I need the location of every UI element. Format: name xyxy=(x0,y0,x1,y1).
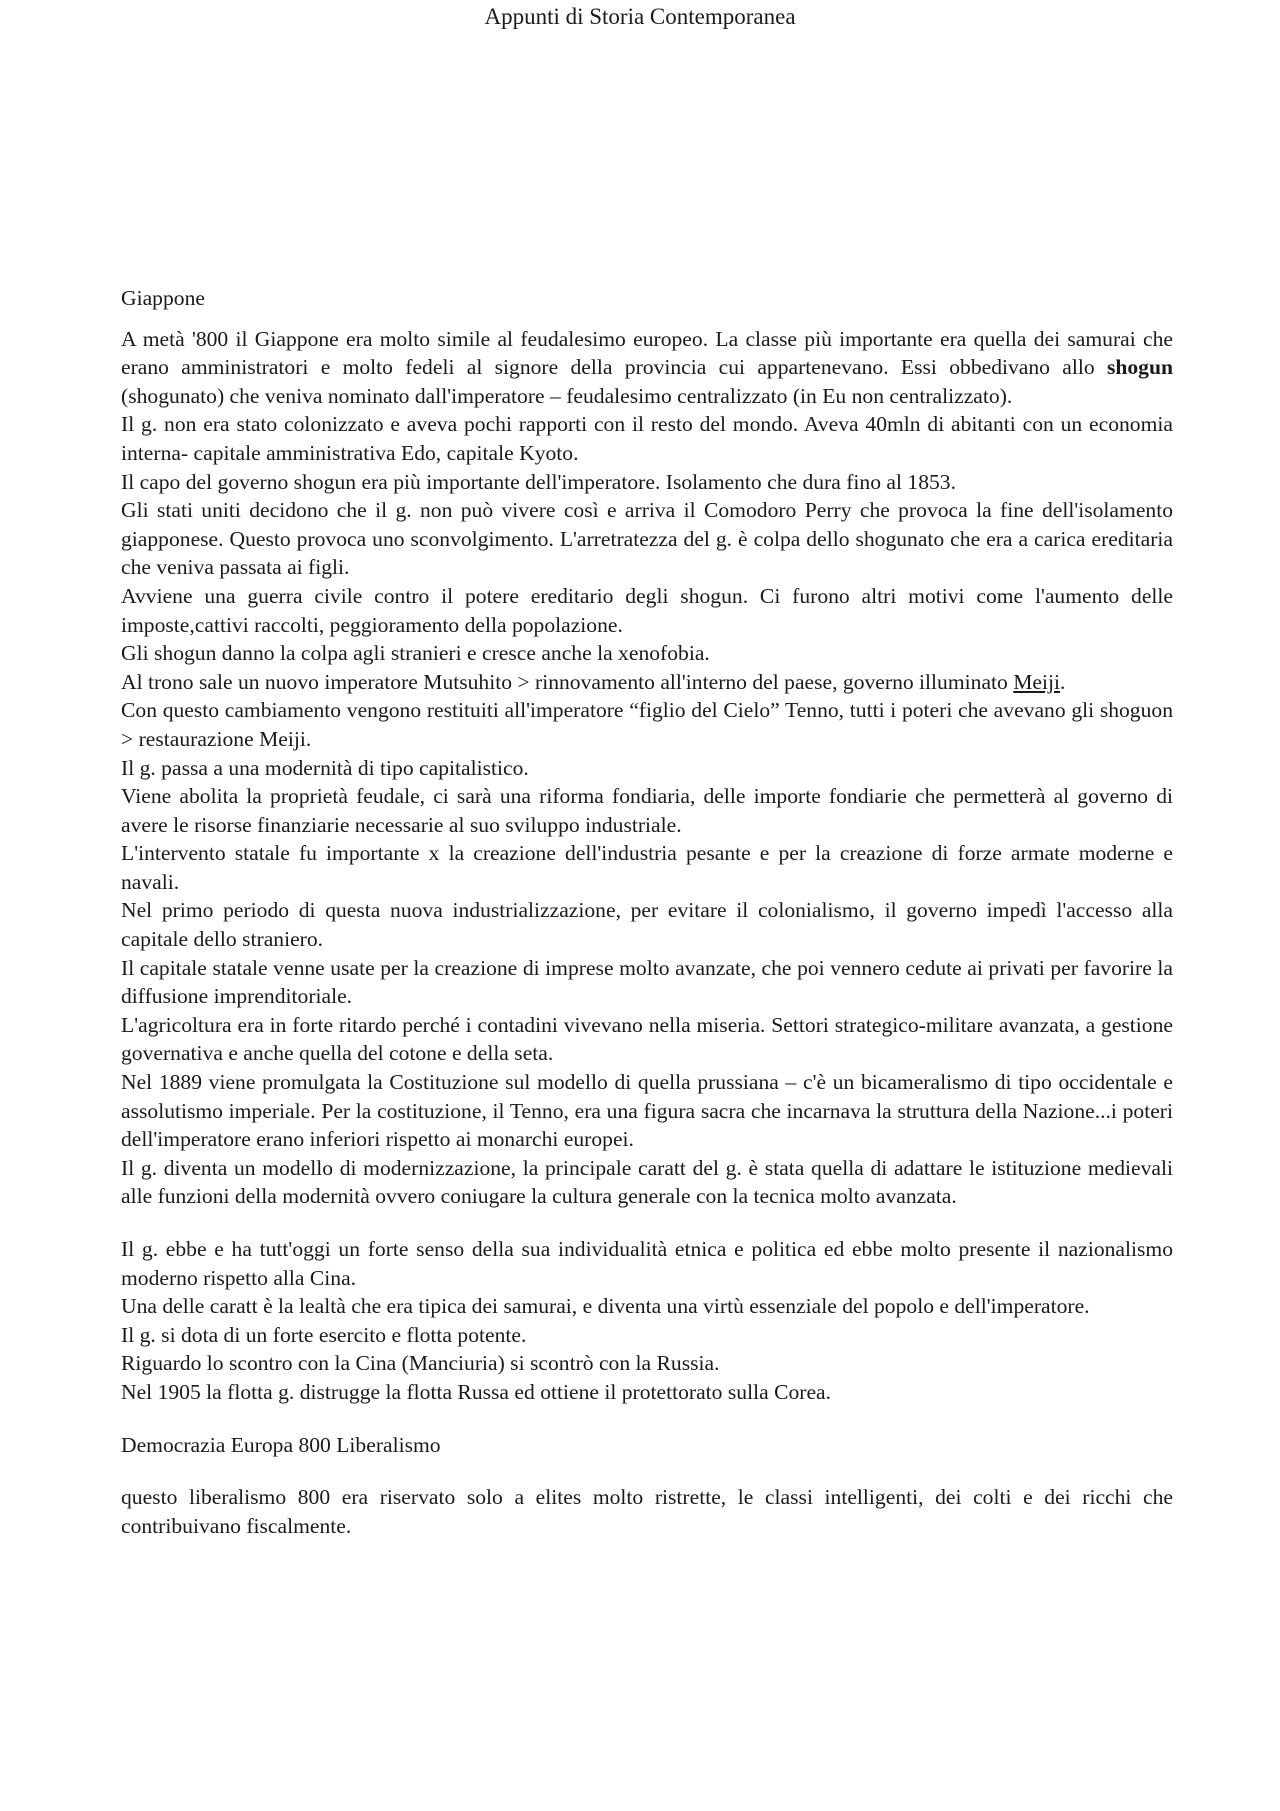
section-title-democrazia: Democrazia Europa 800 Liberalismo xyxy=(121,1432,441,1457)
paragraph: Riguardo lo scontro con la Cina (Manciuria) si scontrò con la Russia. xyxy=(121,1351,720,1376)
paragraph: Il g. si dota di un forte esercito e flotta potente. xyxy=(121,1322,527,1347)
paragraph: Il g. non era stato colonizzato e aveva pochi rapporti con il resto del mondo. Aveva 40mln di abitanti con un economia interna- capitale amministrativa Edo, capitale Kyoto. xyxy=(121,412,1173,465)
underlined-term-meiji: Meiji xyxy=(1013,669,1061,694)
paragraph: Con questo cambiamento vengono restituiti all'imperatore “figlio del Cielo” Tenno, tutti i poteri che avevano gli shoguon > restaurazione Meiji. xyxy=(121,698,1173,751)
paragraph: Il capitale statale venne usate per la creazione di imprese molto avanzate, che poi vennero cedute ai privati per favorire la diffusione imprenditoriale. xyxy=(121,955,1173,1009)
paragraph: L'agricoltura era in forte ritardo perché i contadini vivevano nella miseria. Settori strategico-militare avanzata, a gestione governativa e anche quella del cotone e della seta. xyxy=(121,1012,1173,1066)
paragraph: Nel 1905 la flotta g. distrugge la flotta Russa ed ottiene il protettorato sulla Corea. xyxy=(121,1379,832,1404)
paragraph: Avviene una guerra civile contro il potere ereditario degli shogun. Ci furono altri motivi come l'aumento delle imposte,cattivi raccolti, peggioramento della popolazione. xyxy=(121,583,1173,637)
meiji-text-before: Al trono sale un nuovo imperatore Mutsuhito > rinnovamento all'interno del paese, governo illuminato xyxy=(121,669,1014,694)
paragraph: Nel 1889 viene promulgata la Costituzione sul modello di quella prussiana – c'è un bicameralismo di tipo occidentale e assolutismo imperiale. Per la costituzione, il Tenno, era una figura sacra che incarnava la struttura della Nazione...i poteri dell'imperatore erano inferiori rispetto ai monarchi europei. xyxy=(121,1070,1173,1152)
paragraph: Gli stati uniti decidono che il g. non può vivere così e arriva il Comodoro Perry che provoca la fine dell'isolamento giapponese. Questo provoca uno sconvolgimento. L'arretratezza del g. è colpa dello shogunato che era a carica ereditaria che veniva passata ai figli. xyxy=(121,498,1173,580)
intro-text-after: (shogunato) che veniva nominato dall'imperatore – feudalesimo centralizzato (in Eu non centralizzato). xyxy=(121,383,1013,408)
paragraph-meiji xyxy=(121,668,1173,697)
paragraph: Una delle caratt è la lealtà che era tipica dei samurai, e diventa una virtù essenziale del popolo e dell'imperatore. xyxy=(121,1294,1090,1319)
paragraph: Il g. diventa un modello di modernizzazione, la principale caratt del g. è stata quella di adattare le istituzione medievali alle funzioni della modernità ovvero coniugare la cultura generale con la tecnica molto avanzata. xyxy=(121,1155,1173,1209)
running-header: Appunti di Storia Contemporanea xyxy=(484,4,796,29)
paragraph: Il g. ebbe e ha tutt'oggi un forte senso della sua individualità etnica e politica ed ebbe molto presente il nazionalismo moderno rispetto alla Cina. xyxy=(121,1237,1173,1290)
bold-term-shogun: shogun xyxy=(1106,355,1173,380)
paragraph: Gli shogun danno la colpa agli stranieri e cresce anche la xenofobia. xyxy=(121,641,710,666)
paragraph: Il g. passa a una modernità di tipo capitalistico. xyxy=(121,755,529,780)
paragraph-intro xyxy=(121,325,1173,411)
intro-text-before: A metà '800 il Giappone era molto simile al feudalesimo europeo. La classe più importante era quella dei samurai che erano amministratori e molto fedeli al signore della provincia cui appartenevano. Essi obbedivano allo xyxy=(121,326,1173,380)
paragraph: Viene abolita la proprietà feudale, ci sarà una riforma fondiaria, delle importe fondiarie che permetterà al governo di avere le risorse finanziarie necessarie al suo sviluppo industriale. xyxy=(121,784,1173,837)
paragraph-closing: questo liberalismo 800 era riservato solo a elites molto ristrette, le classi intelligenti, dei colti e dei ricchi che contribuivano fiscalmente. xyxy=(121,1485,1173,1538)
paragraph: L'intervento statale fu importante x la creazione dell'industria pesante e per la creazione di forze armate moderne e navali. xyxy=(121,841,1173,894)
section-title-giappone: Giappone xyxy=(121,286,205,310)
document-body xyxy=(121,284,1173,1540)
paragraph: Il capo del governo shogun era più importante dell'imperatore. Isolamento che dura fino al 1853. xyxy=(121,469,956,494)
meiji-text-after: . xyxy=(1060,669,1066,694)
paragraph: Nel primo periodo di questa nuova industrializzazione, per evitare il colonialismo, il governo impedì l'accesso alla capitale dello straniero. xyxy=(121,898,1173,952)
